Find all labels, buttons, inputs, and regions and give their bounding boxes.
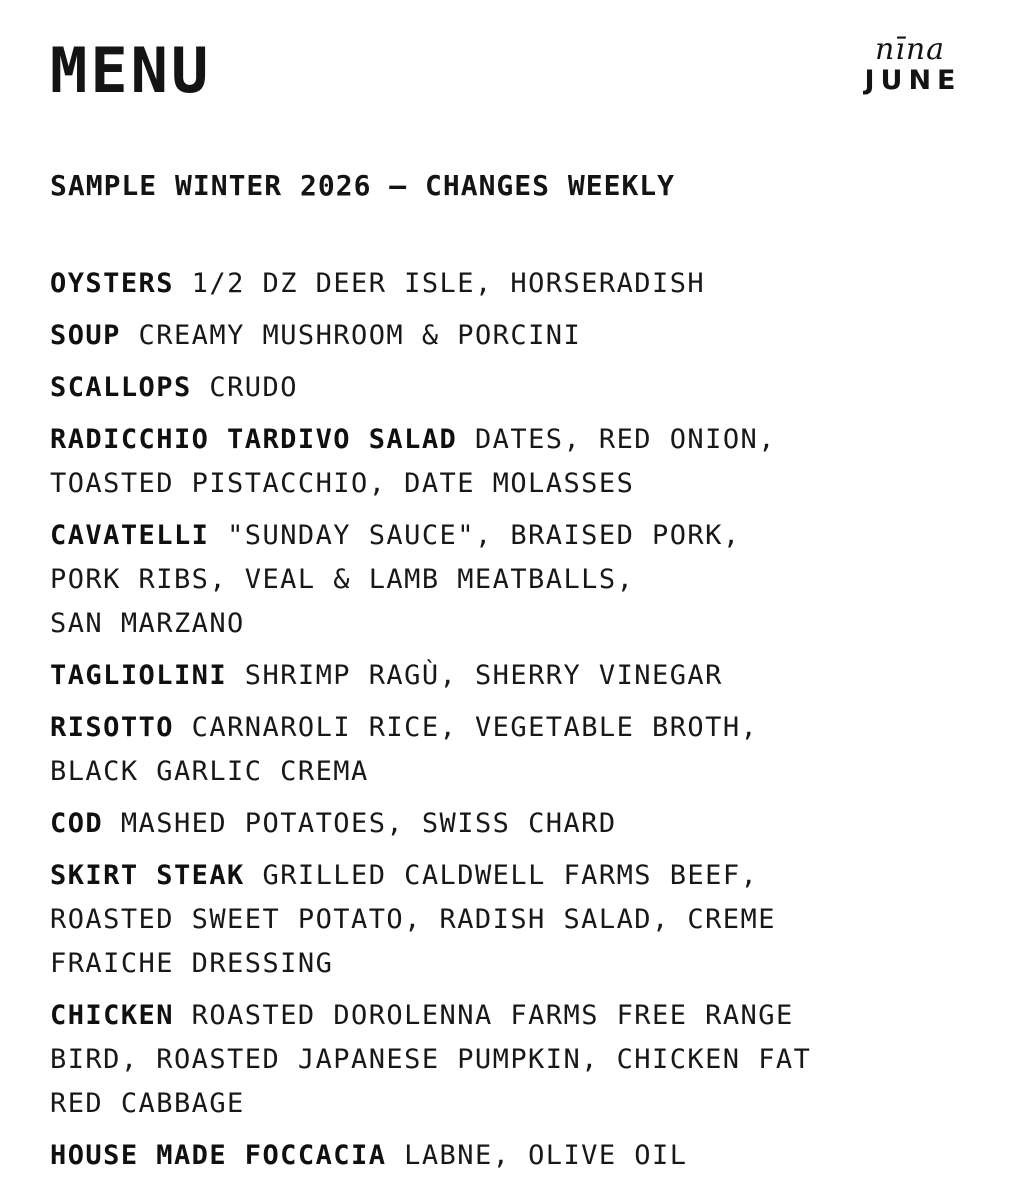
dish-description: MASHED POTATOES, SWISS CHARD (120, 808, 617, 839)
menu-item (50, 262, 980, 306)
menu-item (50, 654, 980, 698)
menu-item (50, 366, 980, 410)
dish-name: CAVATELLI (50, 520, 210, 551)
dish-name: CHICKEN (50, 1000, 174, 1031)
dish-description: CARNAROLI RICE, VEGETABLE BROTH, BLACK GARLIC CREMA (50, 712, 759, 787)
menu-item (50, 854, 980, 986)
nina-june-logo (850, 34, 970, 96)
menu-item (50, 418, 980, 506)
dish-name: TAGLIOLINI (50, 660, 228, 691)
dish-name: COD (50, 808, 104, 839)
dish-description: "SUNDAY SAUCE", BRAISED PORK, PORK RIBS, VEAL & LAMB MEATBALLS, SAN MARZANO (50, 520, 741, 639)
dish-name: SOUP (50, 320, 121, 351)
menu-item (50, 994, 980, 1126)
menu-list (50, 262, 980, 1186)
dish-name: SCALLOPS (50, 372, 192, 403)
dish-description: CRUDO (209, 372, 298, 403)
dish-description: SHRIMP RAGÙ, SHERRY VINEGAR (244, 660, 723, 691)
dish-name: SKIRT STEAK (50, 860, 245, 891)
dish-description: GRILLED CALDWELL FARMS BEEF, ROASTED SWEET POTATO, RADISH SALAD, CREME FRAICHE DRESSING (50, 860, 776, 979)
dish-description: LABNE, OLIVE OIL (404, 1140, 688, 1171)
dish-description: 1/2 DZ DEER ISLE, HORSERADISH (191, 268, 706, 299)
dish-name: RISOTTO (50, 712, 174, 743)
logo-wordmark: JUNE (864, 65, 962, 96)
menu-item (50, 314, 980, 358)
page-title: MENU (50, 34, 212, 107)
menu-subtitle: SAMPLE WINTER 2026 — CHANGES WEEKLY (50, 169, 676, 202)
dish-name: OYSTERS (50, 268, 174, 299)
menu-item (50, 1134, 980, 1178)
dish-description: CREAMY MUSHROOM & PORCINI (138, 320, 582, 351)
dish-name: RADICCHIO TARDIVO SALAD (50, 424, 458, 455)
logo-script-text: nīna (874, 32, 946, 67)
dish-description: DATES, RED ONION, TOASTED PISTACCHIO, DATE MOLASSES (50, 424, 776, 499)
dish-name: HOUSE MADE FOCCACIA (50, 1140, 387, 1171)
dish-description: ROASTED DOROLENNA FARMS FREE RANGE BIRD, ROASTED JAPANESE PUMPKIN, CHICKEN FAT RED CABBAGE (50, 1000, 812, 1119)
menu-item (50, 802, 980, 846)
menu-item (50, 514, 980, 646)
menu-item (50, 706, 980, 794)
